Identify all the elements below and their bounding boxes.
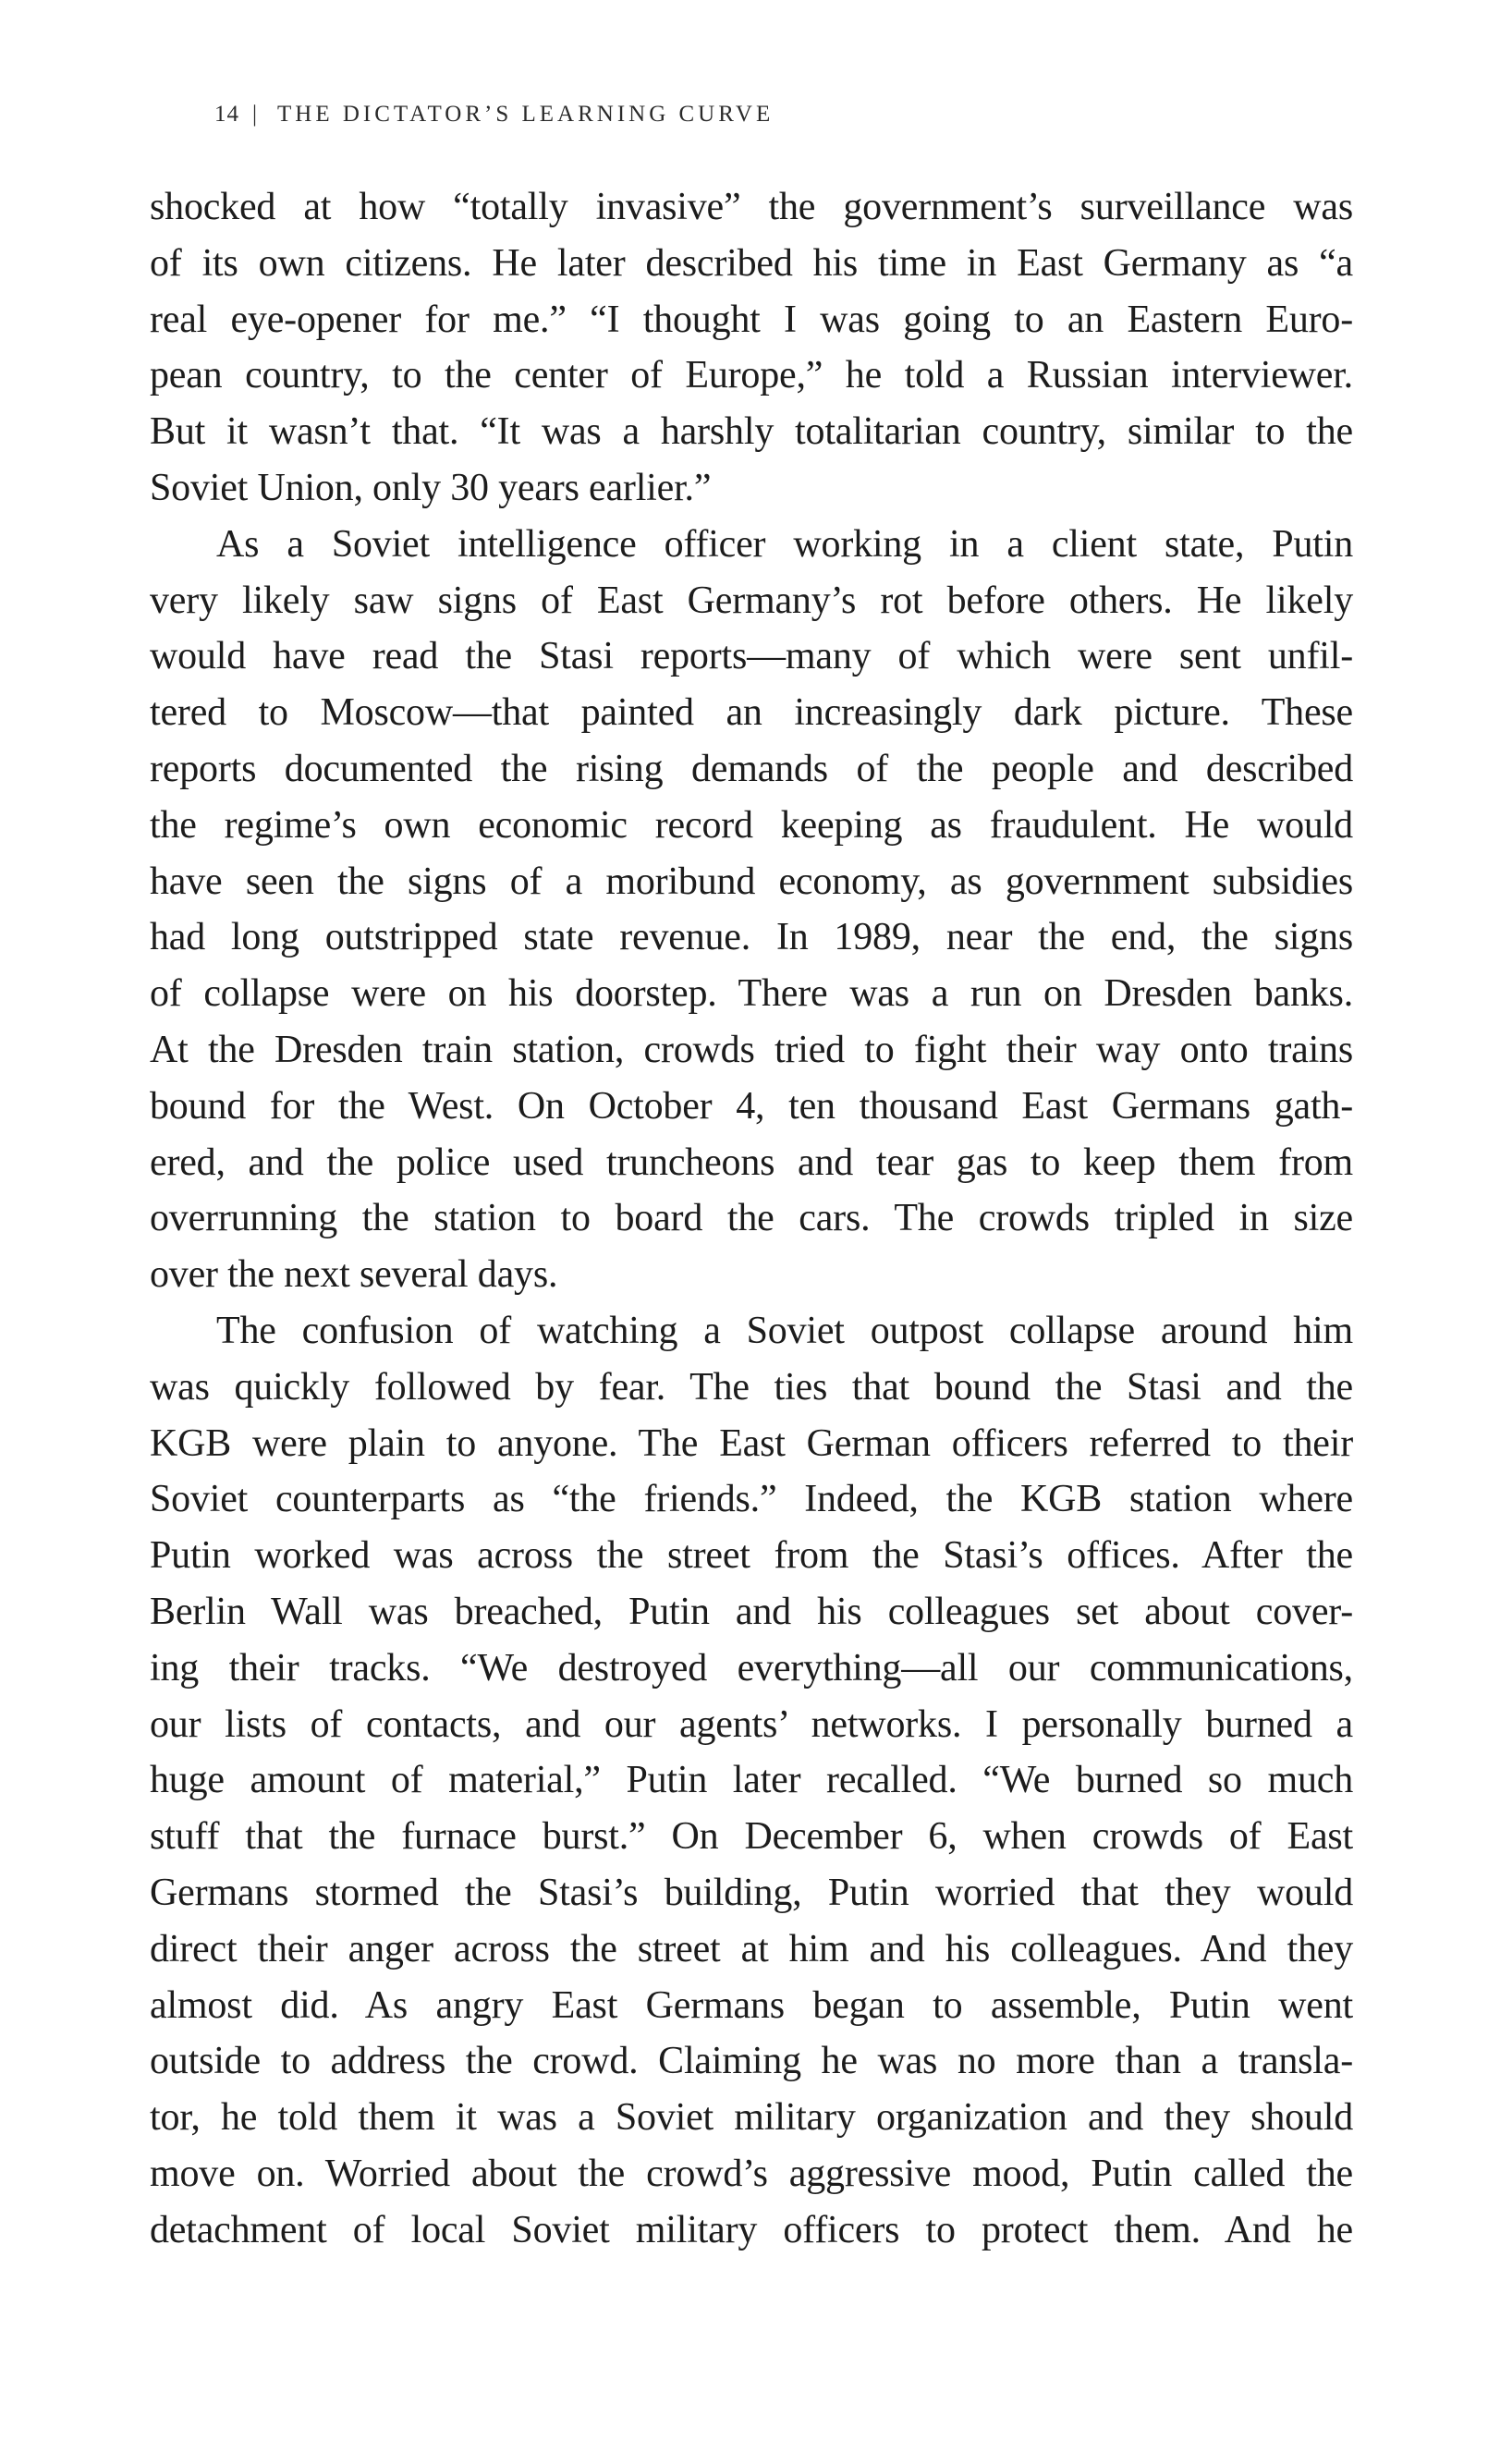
paragraph <box>150 1303 1353 2259</box>
page-number: 14 <box>214 102 239 127</box>
text-line: have seen the signs of a moribund economy, as government subsidies <box>150 860 1353 903</box>
text-line: huge amount of material,” Putin later recalled. “We burned so much <box>150 1759 1353 1802</box>
page-bottom-margin <box>0 2366 1488 2464</box>
text-line: our lists of contacts, and our agents’ networks. I personally burned a <box>150 1702 1353 1746</box>
text-line: pean country, to the center of Europe,” he told a Russian interviewer. <box>150 354 1353 397</box>
text-line: stuff that the furnace burst.” On December 6, when crowds of East <box>150 1815 1353 1859</box>
text-line: ing their tracks. “We destroyed everything—all our communications, <box>150 1646 1353 1689</box>
text-line: At the Dresden train station, crowds tried to fight their way onto trains <box>150 1028 1353 1071</box>
text-line: detachment of local Soviet military officers to protect them. And he <box>150 2208 1353 2251</box>
text-line: over the next several days. <box>150 1253 558 1297</box>
text-line: ered, and the police used truncheons and tear gas to keep them from <box>150 1141 1353 1184</box>
text-line: bound for the West. On October 4, ten thousand East Germans gath- <box>150 1084 1353 1128</box>
text-line: KGB were plain to anyone. The East German officers referred to their <box>150 1421 1353 1465</box>
text-line: As a Soviet intelligence officer working in a client state, Putin <box>216 522 1353 566</box>
text-line: real eye-opener for me.” “I thought I was going to an Eastern Euro- <box>150 298 1353 341</box>
running-head-separator: | <box>252 102 262 127</box>
text-line: But it wasn’t that. “It was a harshly totalitarian country, similar to the <box>150 410 1353 454</box>
text-line: would have read the Stasi reports—many of which were sent unfil- <box>150 635 1353 678</box>
text-line: tor, he told them it was a Soviet military organization and they should <box>150 2096 1353 2140</box>
text-line: Germans stormed the Stasi’s building, Putin worried that they would <box>150 1871 1353 1914</box>
paragraph <box>150 179 1353 517</box>
text-line: Berlin Wall was breached, Putin and his colleagues set about cover- <box>150 1590 1353 1633</box>
book-title: THE DICTATOR’S LEARNING CURVE <box>277 102 774 127</box>
text-line: shocked at how “totally invasive” the government’s surveillance was <box>150 186 1353 228</box>
text-line: of its own citizens. He later described his time in East Germany as “a <box>150 241 1353 285</box>
text-line: of collapse were on his doorstep. There was a run on Dresden banks. <box>150 972 1353 1016</box>
body-text <box>150 179 1353 2258</box>
text-line: Soviet Union, only 30 years earlier.” <box>150 466 712 509</box>
text-line: very likely saw signs of East Germany’s rot before others. He likely <box>150 579 1353 622</box>
text-line: had long outstripped state revenue. In 1989, near the end, the signs <box>150 916 1353 959</box>
text-line: The confusion of watching a Soviet outpost collapse around him <box>216 1309 1353 1352</box>
text-line: tered to Moscow—that painted an increasingly dark picture. These <box>150 691 1353 735</box>
text-line: Putin worked was across the street from the Stasi’s offices. After the <box>150 1534 1353 1578</box>
text-line: the regime’s own economic record keeping as fraudulent. He would <box>150 803 1353 847</box>
paragraph <box>150 517 1353 1303</box>
text-line: direct their anger across the street at him and his colleagues. And they <box>150 1927 1353 1970</box>
text-line: reports documented the rising demands of the people and described <box>150 747 1353 790</box>
text-line: outside to address the crowd. Claiming he was no more than a transla- <box>150 2040 1353 2083</box>
text-line: was quickly followed by fear. The ties that bound the Stasi and the <box>150 1365 1353 1409</box>
text-line: move on. Worried about the crowd’s aggressive mood, Putin called the <box>150 2152 1353 2195</box>
text-line: Soviet counterparts as “the friends.” Indeed, the KGB station where <box>150 1478 1353 1521</box>
running-head <box>214 96 774 133</box>
text-line: overrunning the station to board the cars. The crowds tripled in size <box>150 1197 1353 1240</box>
text-line: almost did. As angry East Germans began to assemble, Putin went <box>150 1983 1353 2027</box>
